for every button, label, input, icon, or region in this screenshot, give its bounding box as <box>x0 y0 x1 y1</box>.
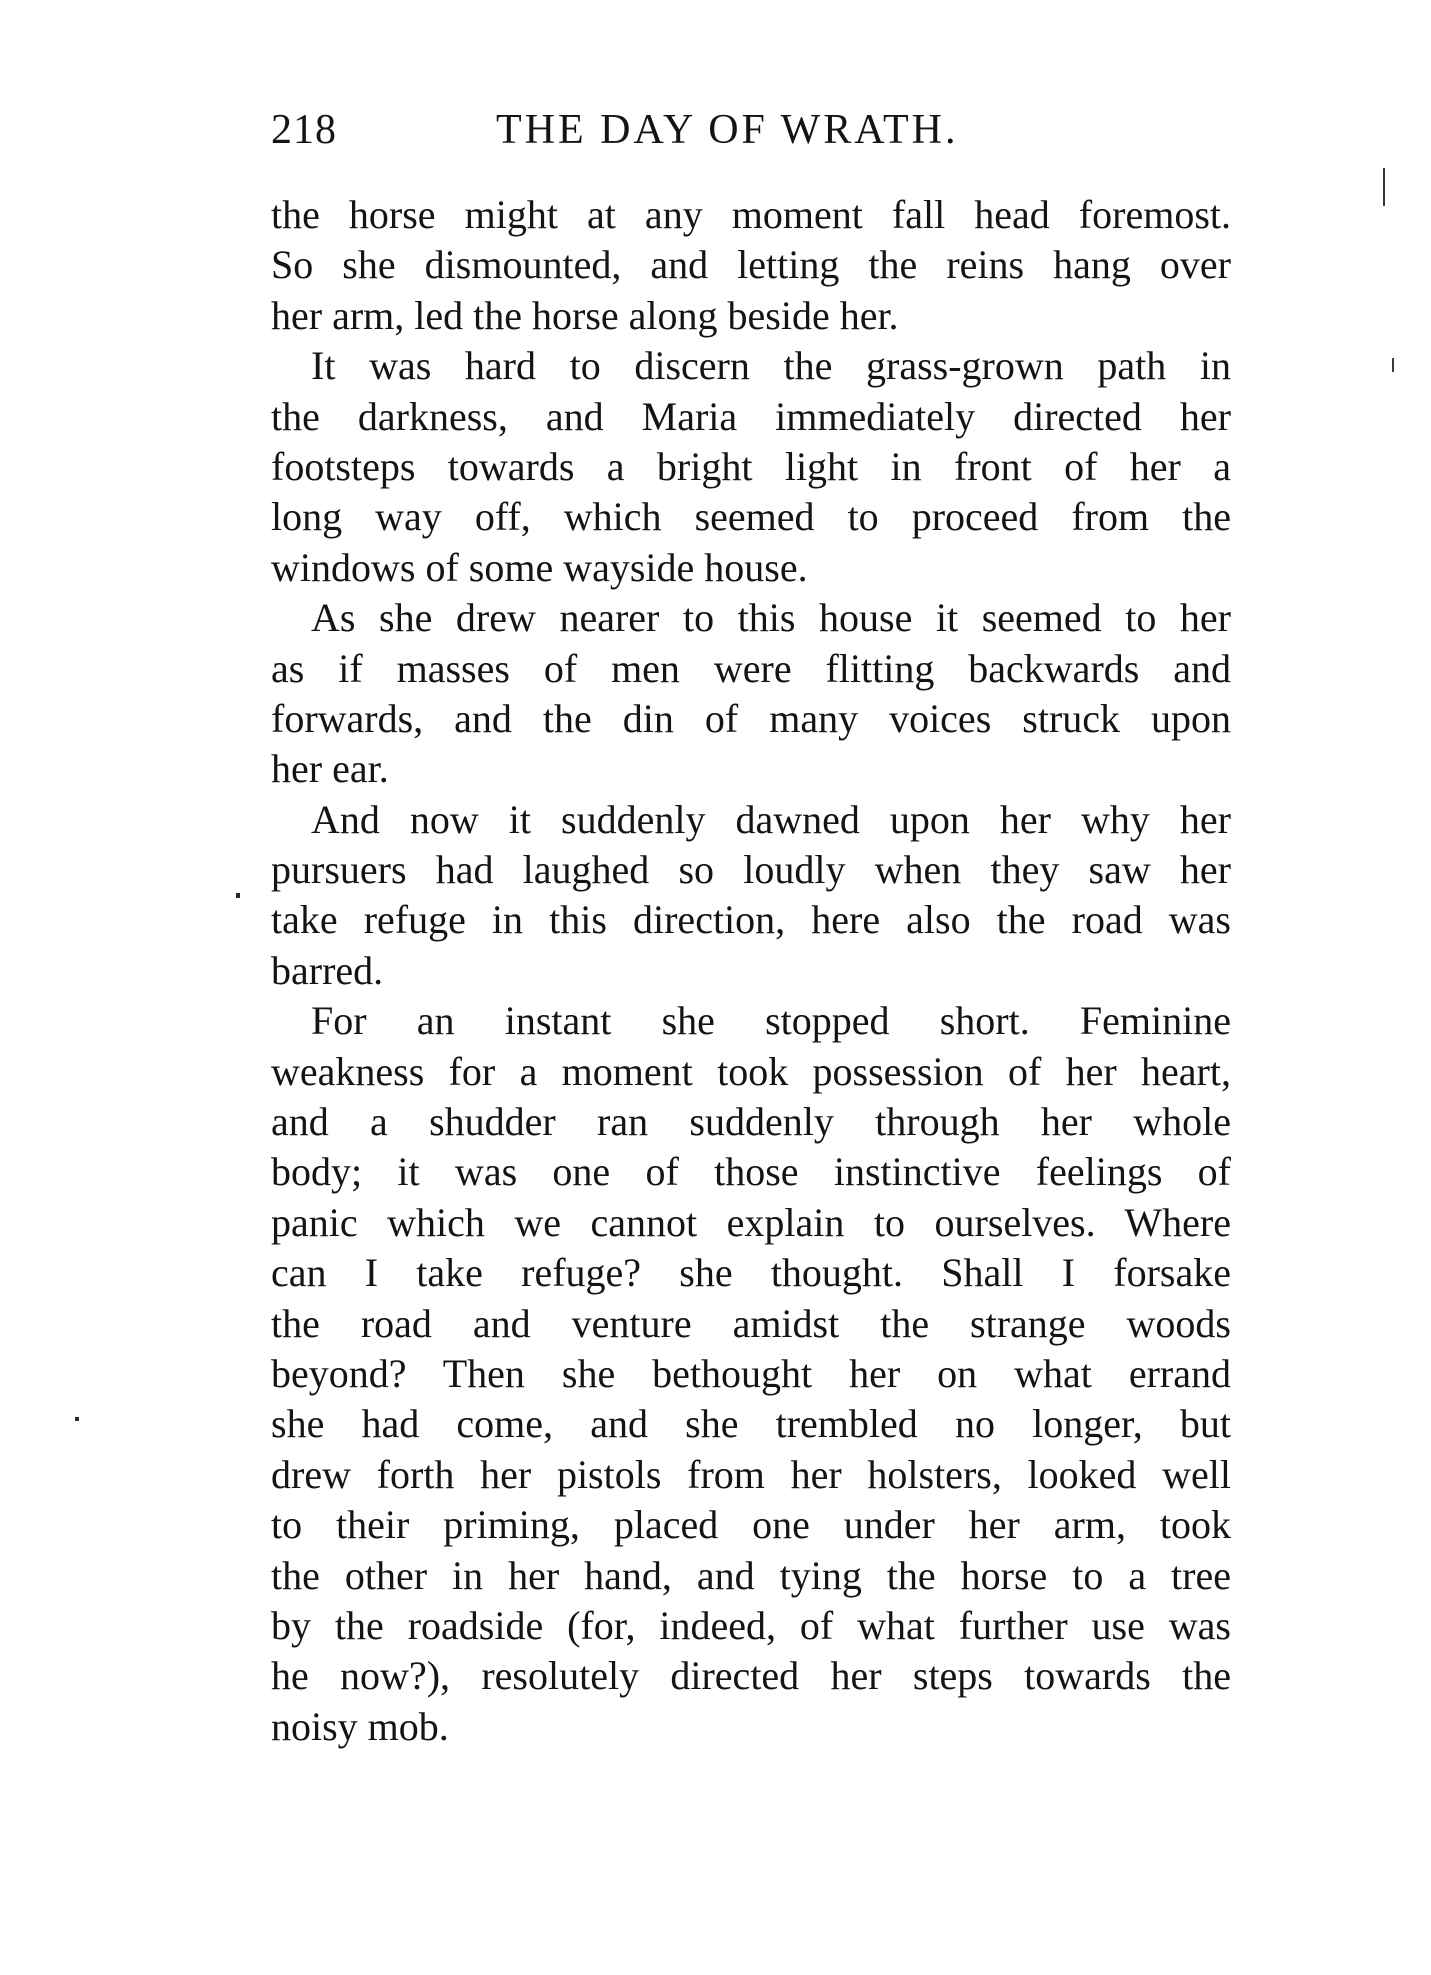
text-line: weakness for a moment took possession of her heart, <box>271 1048 1231 1094</box>
scan-mark <box>1383 168 1385 206</box>
text-line: noisy mob. <box>271 1703 449 1749</box>
text-line: can I take refuge? she thought. Shall I forsake <box>271 1250 1231 1296</box>
text-line: she had come, and she trembled no longer, but <box>271 1401 1231 1447</box>
text-line: by the roadside (for, indeed, of what further use was <box>271 1602 1231 1648</box>
text-line: forwards, and the din of many voices struck upon <box>271 695 1231 741</box>
text-line: body; it was one of those instinctive feelings of <box>271 1149 1231 1195</box>
page-number: 218 <box>271 107 337 153</box>
text-line: windows of some wayside house. <box>271 544 808 590</box>
text-line: panic which we cannot explain to ourselves. Where <box>271 1199 1231 1245</box>
scan-speck <box>236 893 240 898</box>
text-line: So she dismounted, and letting the reins hang over <box>271 242 1231 288</box>
text-line: the other in her hand, and tying the horse to a tree <box>271 1552 1231 1598</box>
scan-speck <box>75 1417 79 1421</box>
text-line: as if masses of men were flitting backwards and <box>271 645 1231 691</box>
paragraph-first-line: It was hard to discern the grass-grown path in <box>311 343 1231 389</box>
text-line: the darkness, and Maria immediately directed her <box>271 393 1231 439</box>
text-line: her ear. <box>271 746 389 792</box>
page-header <box>271 100 1231 160</box>
text-line: and a shudder ran suddenly through her whole <box>271 1099 1231 1145</box>
running-head: THE DAY OF WRATH. <box>496 107 959 153</box>
body-text <box>271 190 1231 1752</box>
text-line: her arm, led the horse along beside her. <box>271 292 899 338</box>
text-line: long way off, which seemed to proceed from the <box>271 494 1231 540</box>
text-line: to their priming, placed one under her arm, took <box>271 1502 1231 1548</box>
paragraph-first-line: For an instant she stopped short. Feminine <box>311 998 1231 1044</box>
scan-mark <box>1392 358 1394 372</box>
text-line: beyond? Then she bethought her on what errand <box>271 1350 1231 1396</box>
text-line: he now?), resolutely directed her steps towards the <box>271 1653 1231 1699</box>
text-line: the road and venture amidst the strange woods <box>271 1300 1231 1346</box>
text-line: drew forth her pistols from her holsters, looked well <box>271 1451 1231 1497</box>
text-line: footsteps towards a bright light in front of her a <box>271 443 1231 489</box>
text-line: pursuers had laughed so loudly when they saw her <box>271 847 1231 893</box>
paragraph-first-line: And now it suddenly dawned upon her why her <box>311 796 1231 842</box>
text-line: the horse might at any moment fall head foremost. <box>271 192 1231 237</box>
paragraph-first-line: As she drew nearer to this house it seemed to her <box>311 595 1231 641</box>
text-line: take refuge in this direction, here also the road was <box>271 897 1231 943</box>
text-line: barred. <box>271 947 384 993</box>
